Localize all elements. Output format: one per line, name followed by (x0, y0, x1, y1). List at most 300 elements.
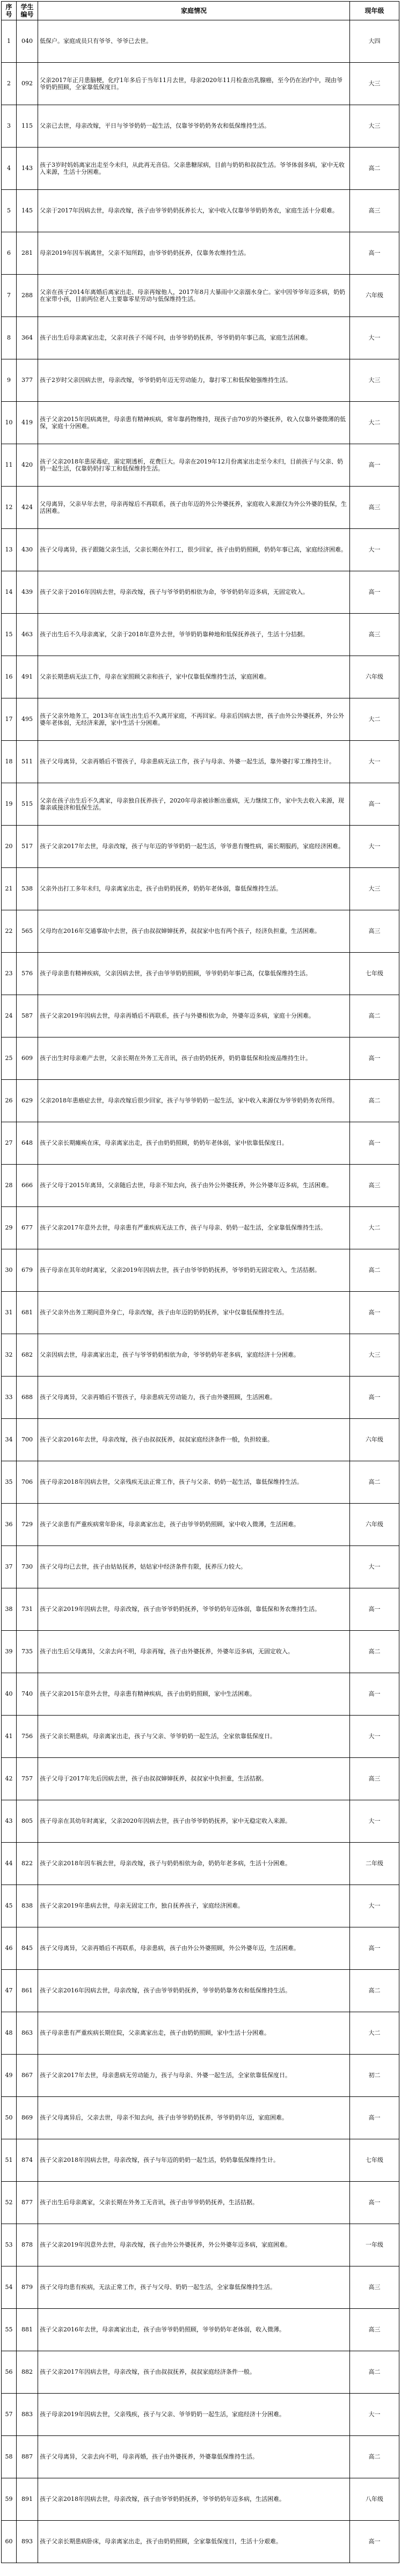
table-row (2, 1546, 399, 1588)
row-student-id-cell: 424 (17, 487, 38, 529)
row-student-id-cell: 688 (17, 1377, 38, 1419)
row-family-situation-cell: 父亲2017年正月患脑梗，化疗1年多后于当年11月去世，母亲2020年11月检查出乳腺癌，至今仍在治疗中，现由爷爷奶奶照顾，全家靠低保度日。 (38, 63, 350, 105)
row-student-id-cell: 515 (17, 783, 38, 826)
row-grade-cell: 高一 (350, 1122, 399, 1165)
row-grade-cell: 高一 (350, 1377, 399, 1419)
table-row (2, 868, 399, 910)
row-student-id-cell: 863 (17, 2012, 38, 2055)
row-seq-cell: 56 (2, 2351, 17, 2394)
row-grade-cell: 大一 (350, 1546, 399, 1588)
table-row (2, 1885, 399, 1927)
row-family-situation-cell: 父亲长期患病无法工作，母亲在家照顾父亲和孩子，家中仅靠低保维持生活，家庭困难。 (38, 656, 350, 698)
row-seq-cell: 26 (2, 1080, 17, 1122)
row-seq-cell: 55 (2, 2309, 17, 2351)
table-row (2, 2521, 399, 2563)
row-grade-cell: 高一 (350, 783, 399, 826)
row-family-situation-cell: 孩子母亲2019年因病去世，父亲残疾，孩子与父亲、爷爷奶奶一起生活，家庭经济十分困难。 (38, 2394, 350, 2436)
table-row (2, 698, 399, 741)
row-grade-cell: 高二 (350, 1631, 399, 1673)
table-row (2, 2351, 399, 2394)
row-grade-cell: 高三 (350, 1758, 399, 1800)
row-seq-cell: 49 (2, 2055, 17, 2097)
row-family-situation-cell: 孩子父亲长期患病，母亲离家出走，孩子与父亲、爷爷奶奶一起生活，全家依靠低保度日。 (38, 1716, 350, 1758)
row-seq-cell: 45 (2, 1885, 17, 1927)
table-row (2, 1927, 399, 1970)
row-seq-cell: 23 (2, 953, 17, 995)
row-seq-cell: 33 (2, 1377, 17, 1419)
row-family-situation-cell: 孩子父亲2019年患病去世，母亲无固定工作，独自抚养孩子，家庭经济困难。 (38, 1885, 350, 1927)
header-seq: 序号 (2, 2, 17, 20)
row-student-id-cell: 092 (17, 63, 38, 105)
table-row (2, 487, 399, 529)
row-student-id-cell: 757 (17, 1758, 38, 1800)
row-student-id-cell: 891 (17, 2478, 38, 2521)
row-family-situation-cell: 父亲因病去世，母亲离家出走，孩子与爷爷奶奶相依为命，爷爷奶奶年老多病，家庭经济十分困难。 (38, 1334, 350, 1377)
row-seq-cell: 46 (2, 1927, 17, 1970)
row-student-id-cell: 419 (17, 402, 38, 444)
row-family-situation-cell: 孩子父母离异，孩子跟随父亲生活，父亲长期在外打工，很少回家，孩子由奶奶照顾，奶奶年事已高，家庭经济困难。 (38, 529, 350, 571)
row-grade-cell: 高一 (350, 444, 399, 487)
row-family-situation-cell: 孩子父母离异，父亲再婚后不管孩子，母亲患病无劳动能力，孩子由外婆照顾，生活困难。 (38, 1377, 350, 1419)
table-row (2, 232, 399, 275)
row-family-situation-cell: 孩子父母离异，父亲再婚后不管孩子，母亲患病无法工作，孩子与母亲、外婆一起生活，靠外婆打零工维持生计。 (38, 741, 350, 783)
row-seq-cell: 6 (2, 232, 17, 275)
table-row (2, 2224, 399, 2266)
row-seq-cell: 39 (2, 1631, 17, 1673)
row-family-situation-cell: 孩子出生时母亲难产去世，父亲长期在外务工无音讯，孩子由奶奶抚养，奶奶靠低保和捡废品维持生计。 (38, 1037, 350, 1080)
row-family-situation-cell: 孩子父母离异，父亲去向不明，母亲再婚，孩子由外婆抚养，外婆靠低保维持生活。 (38, 2436, 350, 2478)
row-family-situation-cell: 父亲已去世，母亲改嫁，平日与爷爷奶奶一起生活，仅靠爷爷奶奶务农和低保维持生活。 (38, 105, 350, 148)
row-student-id-cell: 115 (17, 105, 38, 148)
table-row (2, 953, 399, 995)
table-row (2, 1419, 399, 1461)
row-student-id-cell: 700 (17, 1419, 38, 1461)
row-grade-cell: 高三 (350, 190, 399, 232)
row-grade-cell: 大一 (350, 1716, 399, 1758)
table-row (2, 1716, 399, 1758)
row-grade-cell: 大二 (350, 698, 399, 741)
row-student-id-cell: 491 (17, 656, 38, 698)
table-row (2, 783, 399, 826)
row-family-situation-cell: 孩子出生后父母离异，父亲去向不明，母亲再嫁，孩子由外婆抚养，外婆年迈多病，无固定收入。 (38, 1631, 350, 1673)
row-student-id-cell: 681 (17, 1292, 38, 1334)
row-grade-cell: 高二 (350, 2436, 399, 2478)
row-grade-cell: 六年级 (350, 275, 399, 317)
row-seq-cell: 30 (2, 1249, 17, 1292)
row-family-situation-cell: 孩子父亲2017年因病去世，母亲改嫁，孩子由叔叔抚养，叔叔家庭经济条件一般。 (38, 2351, 350, 2394)
table-row (2, 190, 399, 232)
row-grade-cell: 大二 (350, 1207, 399, 1249)
row-student-id-cell: 878 (17, 2224, 38, 2266)
table-row (2, 1292, 399, 1334)
table-row (2, 2478, 399, 2521)
row-grade-cell: 六年级 (350, 1504, 399, 1546)
row-seq-cell: 57 (2, 2394, 17, 2436)
table-row (2, 2266, 399, 2309)
row-grade-cell: 二年级 (350, 1843, 399, 1885)
row-student-id-cell: 609 (17, 1037, 38, 1080)
table-row (2, 317, 399, 359)
row-family-situation-cell: 孩子父母离异，父亲再婚后不再联系，母亲患病，孩子由外公外婆照顾，外公外婆年迈，生活困难。 (38, 1927, 350, 1970)
row-seq-cell: 21 (2, 868, 17, 910)
row-seq-cell: 13 (2, 529, 17, 571)
row-student-id-cell: 463 (17, 614, 38, 656)
table-row (2, 1207, 399, 1249)
row-family-situation-cell: 孩子父母于2017年先后因病去世，孩子由叔叔婶婶抚养，叔叔家中负担重，生活拮据。 (38, 1758, 350, 1800)
row-student-id-cell: 040 (17, 20, 38, 63)
row-family-situation-cell: 孩子父亲2019年因病去世，母亲改嫁，孩子由爷爷奶奶抚养，爷爷奶奶年迈体弱，靠低保和务农维持生活。 (38, 1588, 350, 1631)
row-grade-cell: 高一 (350, 2521, 399, 2563)
row-family-situation-cell: 孩子出生后不久母亲离家，父亲于2018年意外去世，爷爷奶奶靠种地和低保抚养孩子，生活十分拮据。 (38, 614, 350, 656)
row-student-id-cell: 143 (17, 148, 38, 190)
row-seq-cell: 8 (2, 317, 17, 359)
row-family-situation-cell: 孩子父亲2016年去世，母亲离家出走，孩子由爷爷奶奶照顾，爷爷奶奶年老体弱，收入微薄。 (38, 2309, 350, 2351)
table-row (2, 2309, 399, 2351)
row-grade-cell: 高一 (350, 2182, 399, 2224)
row-grade-cell: 高二 (350, 1249, 399, 1292)
row-grade-cell: 高二 (350, 148, 399, 190)
table-body (2, 20, 399, 2563)
table-row (2, 359, 399, 402)
table-row (2, 1504, 399, 1546)
row-seq-cell: 15 (2, 614, 17, 656)
table-row (2, 2394, 399, 2436)
row-seq-cell: 38 (2, 1588, 17, 1631)
row-student-id-cell: 377 (17, 359, 38, 402)
table-row (2, 105, 399, 148)
row-family-situation-cell: 父亲在孩子出生后不久离家，母亲独自抚养孩子，2020年母亲被诊断出重病，无力继续工作，家中失去收入来源，现靠亲戚接济和低保生活。 (38, 783, 350, 826)
row-family-situation-cell: 母亲2019年因车祸离世，父亲不知所踪，由爷爷奶奶抚养，仅靠务农维持生活。 (38, 232, 350, 275)
row-student-id-cell: 517 (17, 826, 38, 868)
row-student-id-cell: 861 (17, 1970, 38, 2012)
row-family-situation-cell: 父母均在2016年交通事故中去世，孩子由叔叔婶婶抚养，叔叔家中也有两个孩子，经济负担重，生活困难。 (38, 910, 350, 953)
row-grade-cell: 高一 (350, 1673, 399, 1716)
table-row (2, 2139, 399, 2182)
row-seq-cell: 32 (2, 1334, 17, 1377)
row-grade-cell: 高一 (350, 2097, 399, 2139)
row-seq-cell: 12 (2, 487, 17, 529)
row-student-id-cell: 756 (17, 1716, 38, 1758)
table-row (2, 1080, 399, 1122)
row-seq-cell: 9 (2, 359, 17, 402)
row-student-id-cell: 682 (17, 1334, 38, 1377)
row-grade-cell: 初二 (350, 2055, 399, 2097)
row-student-id-cell: 430 (17, 529, 38, 571)
row-seq-cell: 25 (2, 1037, 17, 1080)
row-family-situation-cell: 孩子父亲患有严重疾病常年卧床，母亲离家出走，孩子由爷爷奶奶照顾，家中收入微薄，生活困难。 (38, 1504, 350, 1546)
row-seq-cell: 37 (2, 1546, 17, 1588)
table-row (2, 1800, 399, 1843)
row-family-situation-cell: 父亲外出打工多年未归，母亲离家出走，孩子由奶奶抚养，奶奶年老体弱，靠低保维持生活。 (38, 868, 350, 910)
row-family-situation-cell: 孩子父亲2019年因意外去世，母亲改嫁，孩子由外公外婆抚养，外公外婆年迈多病，家庭困难。 (38, 2224, 350, 2266)
family-situation-table (1, 1, 399, 2563)
row-seq-cell: 14 (2, 571, 17, 614)
row-student-id-cell: 867 (17, 2055, 38, 2097)
row-student-id-cell: 706 (17, 1461, 38, 1504)
row-grade-cell: 高一 (350, 1927, 399, 1970)
table-row (2, 1673, 399, 1716)
table-row (2, 1037, 399, 1080)
row-family-situation-cell: 孩子父亲2019年因病去世，母亲再婚后不再联系，孩子与外婆相依为命，外婆年迈多病，家庭十分困难。 (38, 995, 350, 1037)
row-seq-cell: 4 (2, 148, 17, 190)
row-grade-cell: 高三 (350, 487, 399, 529)
row-student-id-cell: 420 (17, 444, 38, 487)
row-grade-cell: 高三 (350, 910, 399, 953)
row-student-id-cell: 735 (17, 1631, 38, 1673)
row-student-id-cell: 145 (17, 190, 38, 232)
row-family-situation-cell: 孩子父亲2016年因病去世，母亲改嫁，孩子由爷爷奶奶抚养，爷爷奶奶靠务农和低保维持生活。 (38, 1970, 350, 2012)
row-student-id-cell: 893 (17, 2521, 38, 2563)
table-row (2, 63, 399, 105)
row-family-situation-cell: 孩子父亲2015年因病离世，母亲患有精神疾病，常年靠药物维持，现孩子由70岁的外婆抚养，收入仅靠外婆微薄的低保，家庭十分困难。 (38, 402, 350, 444)
row-seq-cell: 24 (2, 995, 17, 1037)
row-seq-cell: 43 (2, 1800, 17, 1843)
row-seq-cell: 31 (2, 1292, 17, 1334)
row-grade-cell: 高二 (350, 2351, 399, 2394)
row-student-id-cell: 439 (17, 571, 38, 614)
row-seq-cell: 2 (2, 63, 17, 105)
table-row (2, 1334, 399, 1377)
row-grade-cell: 大二 (350, 402, 399, 444)
row-seq-cell: 53 (2, 2224, 17, 2266)
row-family-situation-cell: 孩子出生后母亲离家，父亲长期在外务工无音讯，孩子由爷爷奶奶抚养，生活拮据。 (38, 2182, 350, 2224)
row-seq-cell: 5 (2, 190, 17, 232)
row-grade-cell: 大二 (350, 2012, 399, 2055)
header-family-situation: 家庭情况 (38, 2, 350, 20)
table-row (2, 529, 399, 571)
row-student-id-cell: 677 (17, 1207, 38, 1249)
row-grade-cell: 高三 (350, 1165, 399, 1207)
row-student-id-cell: 587 (17, 995, 38, 1037)
row-family-situation-cell: 孩子父亲2018年因病去世，母亲改嫁，孩子与年迈的奶奶一起生活，奶奶靠低保维持生计。 (38, 2139, 350, 2182)
row-family-situation-cell: 孩子父亲外出务工期间意外身亡，母亲改嫁，孩子由年迈的奶奶抚养，家中仅靠低保维持生活。 (38, 1292, 350, 1334)
row-seq-cell: 42 (2, 1758, 17, 1800)
row-seq-cell: 47 (2, 1970, 17, 2012)
row-family-situation-cell: 孩子父亲2017年去世，母亲改嫁，孩子与年迈的爷爷奶奶一起生活，爷爷患有慢性病，需长期服药，家庭经济困难。 (38, 826, 350, 868)
row-seq-cell: 11 (2, 444, 17, 487)
row-family-situation-cell: 孩子母亲患有精神疾病，父亲因病去世，孩子由爷爷奶奶照顾，爷爷奶奶年事已高，仅靠低保维持生活。 (38, 953, 350, 995)
row-seq-cell: 1 (2, 20, 17, 63)
row-grade-cell: 大四 (350, 20, 399, 63)
row-student-id-cell: 877 (17, 2182, 38, 2224)
row-grade-cell: 高一 (350, 1037, 399, 1080)
row-grade-cell: 高三 (350, 2309, 399, 2351)
row-seq-cell: 52 (2, 2182, 17, 2224)
row-grade-cell: 高二 (350, 995, 399, 1037)
table-row (2, 2182, 399, 2224)
row-grade-cell: 大一 (350, 741, 399, 783)
row-family-situation-cell: 父亲2018年患癌症去世，母亲改嫁后很少回家，孩子与爷爷奶奶一起生活，家中收入来源仅为爷爷奶奶务农所得。 (38, 1080, 350, 1122)
table-row (2, 656, 399, 698)
row-family-situation-cell: 低保户。家庭成员只有爷爷、爷爷已去世。 (38, 20, 350, 63)
row-grade-cell: 高二 (350, 1970, 399, 2012)
table-row (2, 2012, 399, 2055)
row-family-situation-cell: 父亲在孩子2014年离婚后离家出走、母亲再嫁他人，2017年8月大暴雨中父亲溺水身亡。家中因爷爷年迈多病，奶奶在家带小孩，目前两位老人主要靠零星劳动与低保维持生活。 (38, 275, 350, 317)
row-student-id-cell: 882 (17, 2351, 38, 2394)
row-grade-cell: 高三 (350, 614, 399, 656)
row-student-id-cell: 879 (17, 2266, 38, 2309)
row-grade-cell: 七年级 (350, 953, 399, 995)
table-row (2, 614, 399, 656)
table-row (2, 2055, 399, 2097)
row-family-situation-cell: 孩子父亲2016年去世，母亲改嫁，孩子由叔叔抚养，叔叔家庭经济条件一般，负担较重。 (38, 1419, 350, 1461)
row-family-situation-cell: 孩子父亲2018年因病去世，母亲改嫁，孩子由爷爷奶奶抚养，爷爷奶奶年迈多病，生活困难。 (38, 2478, 350, 2521)
row-family-situation-cell: 孩子父亲长期患病卧床，母亲离家出走，孩子由奶奶照顾，全家靠低保度日，生活十分艰难。 (38, 2521, 350, 2563)
row-grade-cell: 高三 (350, 2266, 399, 2309)
table-row (2, 571, 399, 614)
row-student-id-cell: 887 (17, 2436, 38, 2478)
table-row (2, 1461, 399, 1504)
table-row (2, 741, 399, 783)
table-row (2, 2436, 399, 2478)
row-seq-cell: 59 (2, 2478, 17, 2521)
row-student-id-cell: 838 (17, 1885, 38, 1927)
row-student-id-cell: 881 (17, 2309, 38, 2351)
row-student-id-cell: 648 (17, 1122, 38, 1165)
row-family-situation-cell: 孩子父母离异后，父亲去世，母亲不知去向，孩子由爷爷奶奶抚养，爷爷奶奶年迈，家庭困难。 (38, 2097, 350, 2139)
table-row (2, 1631, 399, 1673)
row-student-id-cell: 731 (17, 1588, 38, 1631)
row-student-id-cell: 565 (17, 910, 38, 953)
row-family-situation-cell: 孩子父亲外地务工，2013年在该生出生后不久离开家庭，不再回家。母亲后因病去世，孩子由外公外婆抚养，外公外婆年老体弱，无经济来源，家中生活十分困难。 (38, 698, 350, 741)
header-student-id: 学生编号 (17, 2, 38, 20)
row-family-situation-cell: 孩子父亲2017年意外去世，母亲患有严重疾病无法工作，孩子与母亲、奶奶一起生活，全家靠低保维持生活。 (38, 1207, 350, 1249)
row-seq-cell: 50 (2, 2097, 17, 2139)
row-grade-cell: 六年级 (350, 1419, 399, 1461)
row-student-id-cell: 730 (17, 1546, 38, 1588)
row-seq-cell: 16 (2, 656, 17, 698)
row-student-id-cell: 576 (17, 953, 38, 995)
row-seq-cell: 51 (2, 2139, 17, 2182)
row-seq-cell: 54 (2, 2266, 17, 2309)
row-seq-cell: 44 (2, 1843, 17, 1885)
row-seq-cell: 22 (2, 910, 17, 953)
row-grade-cell: 一年级 (350, 2224, 399, 2266)
row-grade-cell: 高一 (350, 1292, 399, 1334)
row-seq-cell: 3 (2, 105, 17, 148)
row-student-id-cell: 729 (17, 1504, 38, 1546)
row-family-situation-cell: 孩子2岁时父亲因病去世，母亲改嫁，爷爷奶奶年迈无劳动能力，靠打零工和低保勉强维持生活。 (38, 359, 350, 402)
table-row (2, 910, 399, 953)
row-family-situation-cell: 孩子父亲2015年意外去世，母亲患有精神疾病，孩子由奶奶照顾，家中生活困难。 (38, 1673, 350, 1716)
row-grade-cell: 大三 (350, 359, 399, 402)
row-student-id-cell: 679 (17, 1249, 38, 1292)
table-row (2, 1122, 399, 1165)
row-grade-cell: 六年级 (350, 656, 399, 698)
table-row (2, 444, 399, 487)
row-seq-cell: 10 (2, 402, 17, 444)
table-row (2, 20, 399, 63)
row-family-situation-cell: 孩子出生后母亲离家出走，父亲对孩子不闻不问，由爷爷奶奶抚养，爷爷奶奶年事已高，家庭生活困难。 (38, 317, 350, 359)
row-grade-cell: 大三 (350, 105, 399, 148)
row-student-id-cell: 740 (17, 1673, 38, 1716)
row-grade-cell: 高二 (350, 1080, 399, 1122)
row-seq-cell: 18 (2, 741, 17, 783)
row-seq-cell: 40 (2, 1673, 17, 1716)
row-seq-cell: 41 (2, 1716, 17, 1758)
row-seq-cell: 17 (2, 698, 17, 741)
row-student-id-cell: 666 (17, 1165, 38, 1207)
row-grade-cell: 大一 (350, 1885, 399, 1927)
row-student-id-cell: 364 (17, 317, 38, 359)
row-family-situation-cell: 父母离异，父亲早年去世，母亲再嫁后不再联系，孩子由年迈的外公外婆抚养，家庭收入来源仅为外公外婆的低保，生活困难。 (38, 487, 350, 529)
row-student-id-cell: 874 (17, 2139, 38, 2182)
header-current-grade: 现年级 (350, 2, 399, 20)
row-family-situation-cell: 孩子父亲于2016年因病去世，母亲改嫁，孩子与爷爷奶奶相依为命，爷爷奶奶年迈多病，无固定收入。 (38, 571, 350, 614)
row-family-situation-cell: 孩子父亲2018年患尿毒症，需定期透析，花费巨大。母亲在2019年12月份离家出走至今未归，目前孩子与父亲、奶奶一起生活，仅靠奶奶打零工和低保维持生活。 (38, 444, 350, 487)
row-seq-cell: 36 (2, 1504, 17, 1546)
row-student-id-cell: 288 (17, 275, 38, 317)
table-row (2, 1970, 399, 2012)
table-row (2, 275, 399, 317)
row-student-id-cell: 511 (17, 741, 38, 783)
table-row (2, 1843, 399, 1885)
row-grade-cell: 大一 (350, 1800, 399, 1843)
row-student-id-cell: 805 (17, 1800, 38, 1843)
row-family-situation-cell: 孩子母亲2018年因病去世，父亲残疾无法正常工作，孩子与父亲、奶奶一起生活，靠低保维持生活。 (38, 1461, 350, 1504)
table-row (2, 1758, 399, 1800)
row-family-situation-cell: 孩子父母均患有疾病，无法正常工作，孩子与父母、奶奶一起生活，全家靠低保维持生活。 (38, 2266, 350, 2309)
row-student-id-cell: 822 (17, 1843, 38, 1885)
row-grade-cell: 大三 (350, 1334, 399, 1377)
table-row (2, 1377, 399, 1419)
row-family-situation-cell: 孩子母亲在其幼年时离家，父亲2020年因病去世，孩子由爷爷奶奶抚养，家中无稳定收入来源。 (38, 1800, 350, 1843)
row-student-id-cell: 495 (17, 698, 38, 741)
row-seq-cell: 58 (2, 2436, 17, 2478)
row-seq-cell: 20 (2, 826, 17, 868)
row-family-situation-cell: 孩子父亲2018年因车祸去世，母亲改嫁，孩子与奶奶相依为命，奶奶年老多病，生活十分困难。 (38, 1843, 350, 1885)
row-student-id-cell: 845 (17, 1927, 38, 1970)
table-row (2, 402, 399, 444)
table-row (2, 826, 399, 868)
row-family-situation-cell: 孩子3岁时妈妈离家出走至今未归，从此再无音信。父亲患糖尿病，目前与奶奶和叔叔生活。爷爷体弱多病，家中无收入来源，生活十分困难。 (38, 148, 350, 190)
table-row (2, 1588, 399, 1631)
table-row (2, 1165, 399, 1207)
row-seq-cell: 27 (2, 1122, 17, 1165)
row-family-situation-cell: 孩子父亲2017年去世，母亲患病无劳动能力，孩子与母亲、外婆一起生活，全家依靠低保度日。 (38, 2055, 350, 2097)
row-grade-cell: 八年级 (350, 2478, 399, 2521)
table-row (2, 1249, 399, 1292)
row-grade-cell: 大一 (350, 826, 399, 868)
row-grade-cell: 高二 (350, 1461, 399, 1504)
row-grade-cell: 七年级 (350, 2139, 399, 2182)
row-grade-cell: 高一 (350, 571, 399, 614)
row-family-situation-cell: 父亲于2017年因病去世，母亲改嫁，孩子由爷爷奶奶抚养长大，家中收入仅靠爷爷奶奶务农，家庭生活十分艰难。 (38, 190, 350, 232)
row-seq-cell: 34 (2, 1419, 17, 1461)
table-row (2, 995, 399, 1037)
row-seq-cell: 35 (2, 1461, 17, 1504)
row-family-situation-cell: 孩子母亲患有严重疾病长期住院，父亲离家出走，孩子由奶奶照顾，家中生活十分困难。 (38, 2012, 350, 2055)
row-grade-cell: 高一 (350, 1588, 399, 1631)
row-family-situation-cell: 孩子父亲长期瘫痪在床，母亲离家出走，孩子由奶奶照顾，奶奶年老体弱，家中依靠低保度日。 (38, 1122, 350, 1165)
row-seq-cell: 7 (2, 275, 17, 317)
row-grade-cell: 大一 (350, 317, 399, 359)
row-grade-cell: 大一 (350, 529, 399, 571)
table-row (2, 148, 399, 190)
row-seq-cell: 28 (2, 1165, 17, 1207)
row-grade-cell: 高一 (350, 232, 399, 275)
table-header-row (2, 2, 399, 20)
row-seq-cell: 60 (2, 2521, 17, 2563)
row-student-id-cell: 281 (17, 232, 38, 275)
row-seq-cell: 29 (2, 1207, 17, 1249)
row-student-id-cell: 629 (17, 1080, 38, 1122)
row-family-situation-cell: 孩子父母均已去世，孩子由姑姑抚养，姑姑家中经济条件有限，抚养压力较大。 (38, 1546, 350, 1588)
row-student-id-cell: 883 (17, 2394, 38, 2436)
row-family-situation-cell: 孩子母亲在其年幼时离家，父亲2019年因病去世，孩子由爷爷奶奶抚养，爷爷奶奶无固定收入，生活拮据。 (38, 1249, 350, 1292)
row-student-id-cell: 869 (17, 2097, 38, 2139)
row-seq-cell: 48 (2, 2012, 17, 2055)
